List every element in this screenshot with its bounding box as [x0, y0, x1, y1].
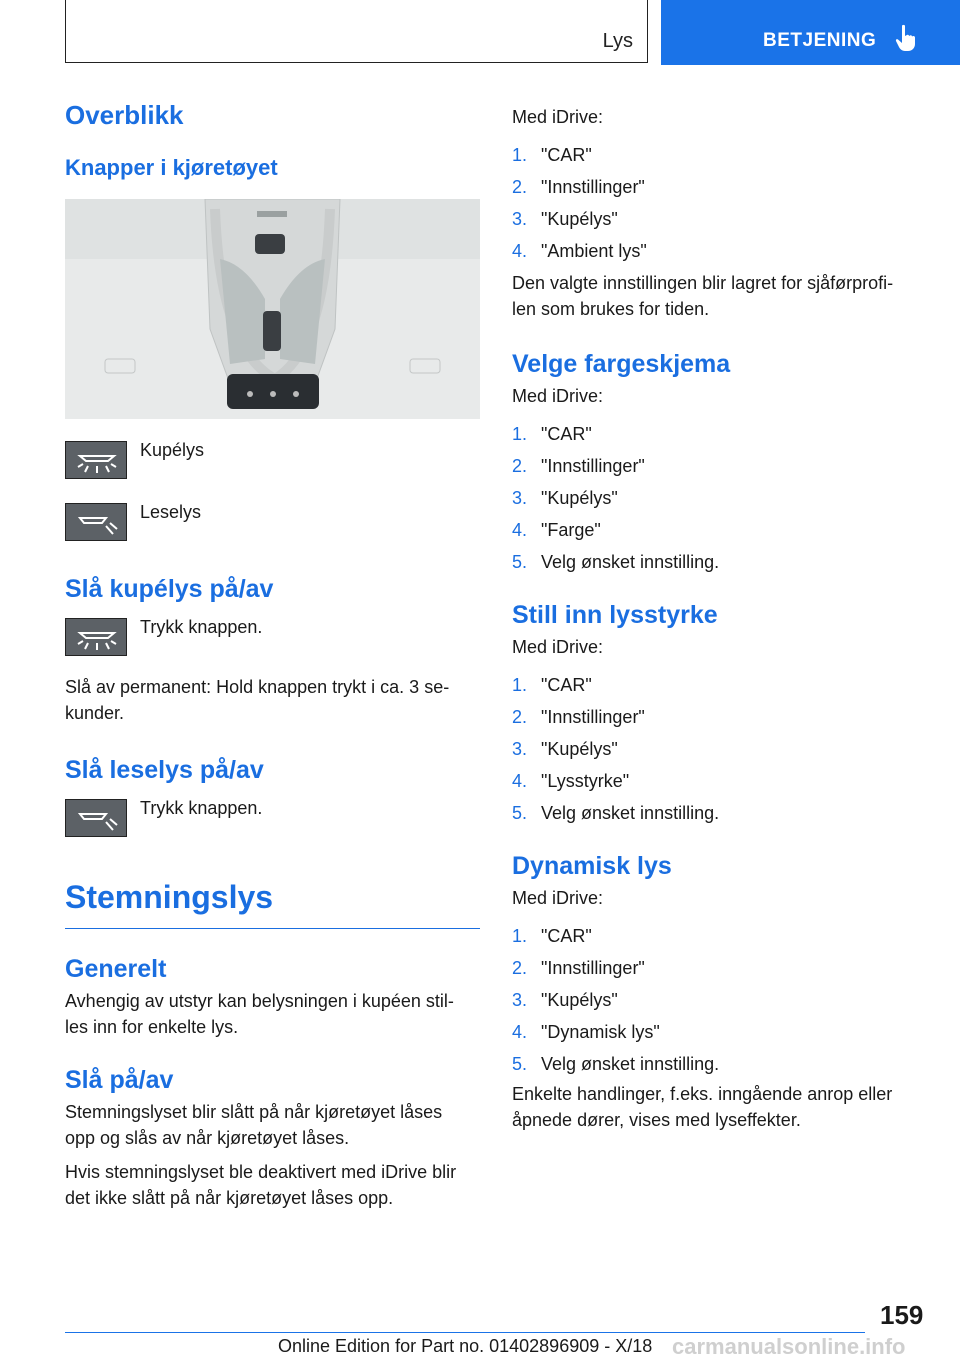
header-chapter-title: BETJENING	[763, 30, 877, 51]
header-section-box	[65, 0, 648, 63]
interior-light-title: Slå kupélys på/av	[65, 575, 274, 603]
right-column	[512, 100, 922, 1133]
color-title: Velge fargeskjema	[512, 350, 731, 378]
list-item: 1. "CAR"	[512, 145, 592, 165]
on-off-text-1: Stemningslyset blir slått på når kjøretøyet låses	[65, 1102, 443, 1122]
ambient-note-2: len som brukes for tiden.	[512, 299, 710, 319]
dynamic-steps	[512, 923, 922, 1077]
reading-light-title: Slå leselys på/av	[65, 756, 264, 784]
reading-light-step	[65, 799, 480, 839]
reading-light-legend	[65, 503, 480, 543]
brightness-intro: Med iDrive:	[512, 637, 604, 657]
page-number: 159	[880, 1300, 924, 1330]
list-item: 3. "Kupélys"	[512, 739, 618, 759]
list-item: 5. Velg ønsket innstilling.	[512, 1054, 720, 1074]
ambient-steps	[512, 142, 922, 264]
footer-edition: Online Edition for Part no. 01402896909 - X/18	[278, 1336, 653, 1356]
reading-light-press-text: Trykk knappen.	[140, 798, 263, 818]
dynamic-note-1: Enkelte handlinger, f.eks. inngående anrop eller	[512, 1084, 893, 1104]
header-section-title: Lys	[602, 30, 633, 52]
general-text-2: les inn for enkelte lys.	[65, 1017, 239, 1037]
footer-rule	[65, 1332, 865, 1333]
on-off-text-4: det ikke slått på når kjøretøyet låses opp.	[65, 1188, 394, 1208]
list-item: 1. "CAR"	[512, 424, 592, 444]
on-off-title: Slå på/av	[65, 1066, 174, 1094]
list-item: 1. "CAR"	[512, 675, 592, 695]
color-intro: Med iDrive:	[512, 386, 604, 406]
buttons-title: Knapper i kjøretøyet	[65, 155, 278, 180]
list-item: 2. "Innstillinger"	[512, 177, 645, 197]
on-off-text-3: Hvis stemningslyset ble deaktivert med iDrive blir	[65, 1162, 457, 1182]
dynamic-title: Dynamisk lys	[512, 852, 672, 880]
watermark: carmanualsonline.info	[672, 1334, 906, 1359]
on-off-text-2: opp og slås av når kjøretøyet låses.	[65, 1128, 350, 1148]
hand-pointer-icon	[895, 24, 917, 52]
reading-light-button-icon	[65, 503, 127, 541]
list-item: 4. "Farge"	[512, 520, 601, 540]
reading-light-button-icon	[65, 799, 127, 837]
list-item: 2. "Innstillinger"	[512, 456, 645, 476]
interior-light-step	[65, 618, 480, 658]
ambient-light-title: Stemningslys	[65, 879, 274, 915]
dynamic-intro: Med iDrive:	[512, 888, 604, 908]
left-column	[65, 100, 480, 1211]
reading-light-label: Leselys	[140, 502, 202, 522]
interior-light-button-icon	[65, 618, 127, 656]
list-item: 5. Velg ønsket innstilling.	[512, 803, 720, 823]
list-item: 4. "Ambient lys"	[512, 241, 647, 261]
interior-permanent-text-2: kunder.	[65, 703, 125, 723]
brightness-steps	[512, 672, 922, 826]
list-item: 2. "Innstillinger"	[512, 958, 645, 978]
brightness-title: Still inn lysstyrke	[512, 601, 718, 629]
header-chapter-tab	[661, 0, 960, 65]
ambient-intro: Med iDrive:	[512, 107, 604, 127]
color-steps	[512, 421, 922, 575]
list-item: 4. "Lysstyrke"	[512, 771, 630, 791]
interior-light-press-text: Trykk knappen.	[140, 617, 263, 637]
list-item: 3. "Kupélys"	[512, 209, 618, 229]
interior-light-legend	[65, 441, 480, 481]
list-item: 2. "Innstillinger"	[512, 707, 645, 727]
ambient-note-1: Den valgte innstillingen blir lagret for sjåførprofi-	[512, 273, 894, 293]
list-item: 1. "CAR"	[512, 926, 592, 946]
interior-light-button-icon	[65, 441, 127, 479]
general-title: Generelt	[65, 955, 167, 983]
dynamic-note-2: åpnede dører, vises med lyseffekter.	[512, 1110, 801, 1130]
list-item: 4. "Dynamisk lys"	[512, 1022, 660, 1042]
roof-console-illustration	[65, 199, 480, 419]
overview-title: Overblikk	[65, 100, 184, 130]
list-item: 5. Velg ønsket innstilling.	[512, 552, 720, 572]
interior-light-label: Kupélys	[140, 440, 205, 460]
ambient-title-rule	[65, 928, 480, 929]
interior-permanent-text-1: Slå av permanent: Hold knappen trykt i ca. 3 se-	[65, 677, 450, 697]
list-item: 3. "Kupélys"	[512, 990, 618, 1010]
general-text-1: Avhengig av utstyr kan belysningen i kupéen stil-	[65, 991, 454, 1011]
list-item: 3. "Kupélys"	[512, 488, 618, 508]
